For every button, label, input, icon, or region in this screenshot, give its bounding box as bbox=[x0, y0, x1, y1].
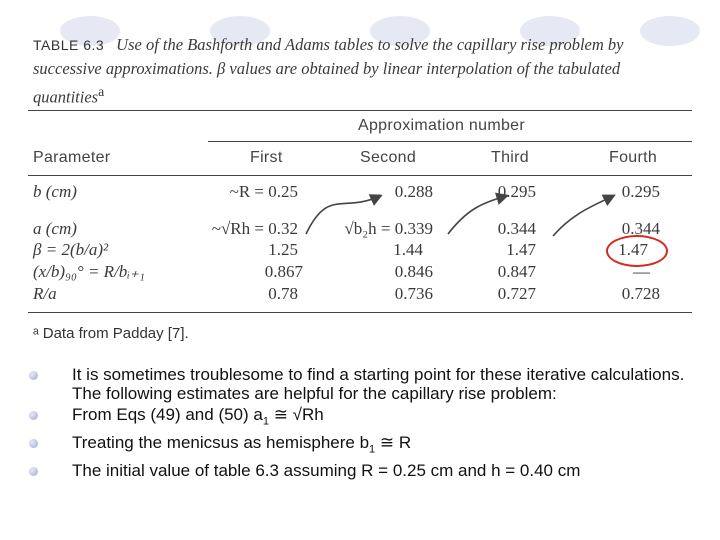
bullet-item bbox=[20, 462, 700, 481]
row-value-second: 0.846 bbox=[394, 262, 433, 281]
bullet-text: The initial value of table 6.3 assuming R = 0.25 cm and h = 0.40 cm bbox=[72, 460, 581, 480]
row-value-first: ~√Rh = 0.32 bbox=[211, 219, 298, 238]
row-value-second: 0.288 bbox=[394, 182, 433, 201]
group-header: Approximation number bbox=[358, 117, 525, 134]
row-value-fourth: 0.295 bbox=[621, 182, 660, 201]
row-value-third: 0.847 bbox=[497, 262, 536, 281]
row-value-second: 1.44 bbox=[393, 240, 423, 259]
bullet-text: It is sometimes troublesome to find a starting point for these iterative calculations. The following estimates are helpful for the capillary rise problem: bbox=[72, 365, 685, 403]
iteration-arrows bbox=[28, 28, 696, 346]
arrow-first-to-second bbox=[306, 196, 380, 234]
column-header-second: Second bbox=[360, 149, 417, 166]
caption-footnote-mark: a bbox=[98, 84, 105, 99]
scanned-table-image bbox=[28, 28, 696, 346]
bullet-text-tail: ≅ √Rh bbox=[268, 405, 324, 424]
row-value-first: ~R = 0.25 bbox=[229, 182, 298, 201]
bullet-dot-icon bbox=[29, 411, 38, 420]
bullet-text: Treating the menicsus as hemisphere b bbox=[72, 432, 370, 452]
column-header-fourth: Fourth bbox=[609, 149, 658, 166]
row-value-first: 0.867 bbox=[264, 262, 303, 281]
column-header-parameter: Parameter bbox=[33, 149, 111, 166]
row-value-third: 1.47 bbox=[506, 240, 536, 259]
row-param: (x/b)₉₀° = R/bᵢ₊₁ bbox=[33, 262, 145, 281]
bullet-item bbox=[20, 434, 700, 459]
row-param: β = 2(b/a)² bbox=[33, 240, 109, 259]
bullet-list bbox=[20, 366, 700, 483]
bullet-text-tail: ≅ R bbox=[375, 432, 412, 452]
row-value-fourth: 1.47 bbox=[618, 240, 648, 259]
row-value-second: 0.736 bbox=[394, 284, 433, 303]
row-param: b (cm) bbox=[33, 182, 77, 201]
table-footnote: ᵃ Data from Padday [7]. bbox=[33, 325, 189, 342]
row-value-first: 0.78 bbox=[268, 284, 298, 303]
bullet-item bbox=[20, 366, 700, 403]
row-value-fourth: 0.728 bbox=[621, 284, 660, 303]
bullet-text: From Eqs (49) and (50) a bbox=[72, 405, 263, 424]
row-param: a (cm) bbox=[33, 219, 77, 238]
bullet-item bbox=[20, 406, 700, 431]
table-caption-text: Use of the Bashforth and Adams tables to solve the capillary rise problem by successive approximations. β values are obtained by linear interpolation of the tabulated quantities bbox=[33, 35, 624, 107]
row-value-fourth: — bbox=[633, 262, 650, 281]
row-value-third: 0.295 bbox=[497, 182, 536, 201]
arrow-second-to-third bbox=[448, 196, 506, 234]
table-label: TABLE 6.3 bbox=[33, 37, 105, 53]
row-value-third: 0.727 bbox=[497, 284, 536, 303]
row-value-second: √b₂h = 0.339 bbox=[344, 219, 433, 238]
row-value-third: 0.344 bbox=[497, 219, 536, 238]
bullet-subscript: 1 bbox=[369, 443, 376, 456]
row-value-fourth: 0.344 bbox=[621, 219, 660, 238]
row-value-first: 1.25 bbox=[268, 240, 298, 259]
arrow-third-to-fourth bbox=[553, 196, 613, 236]
column-header-first: First bbox=[250, 149, 283, 166]
bullet-dot-icon bbox=[29, 467, 38, 476]
row-param: R/a bbox=[33, 284, 57, 303]
bullet-subscript: 1 bbox=[262, 415, 269, 428]
bullet-dot-icon bbox=[29, 371, 38, 380]
bullet-dot-icon bbox=[29, 439, 38, 448]
column-header-third: Third bbox=[491, 149, 529, 166]
